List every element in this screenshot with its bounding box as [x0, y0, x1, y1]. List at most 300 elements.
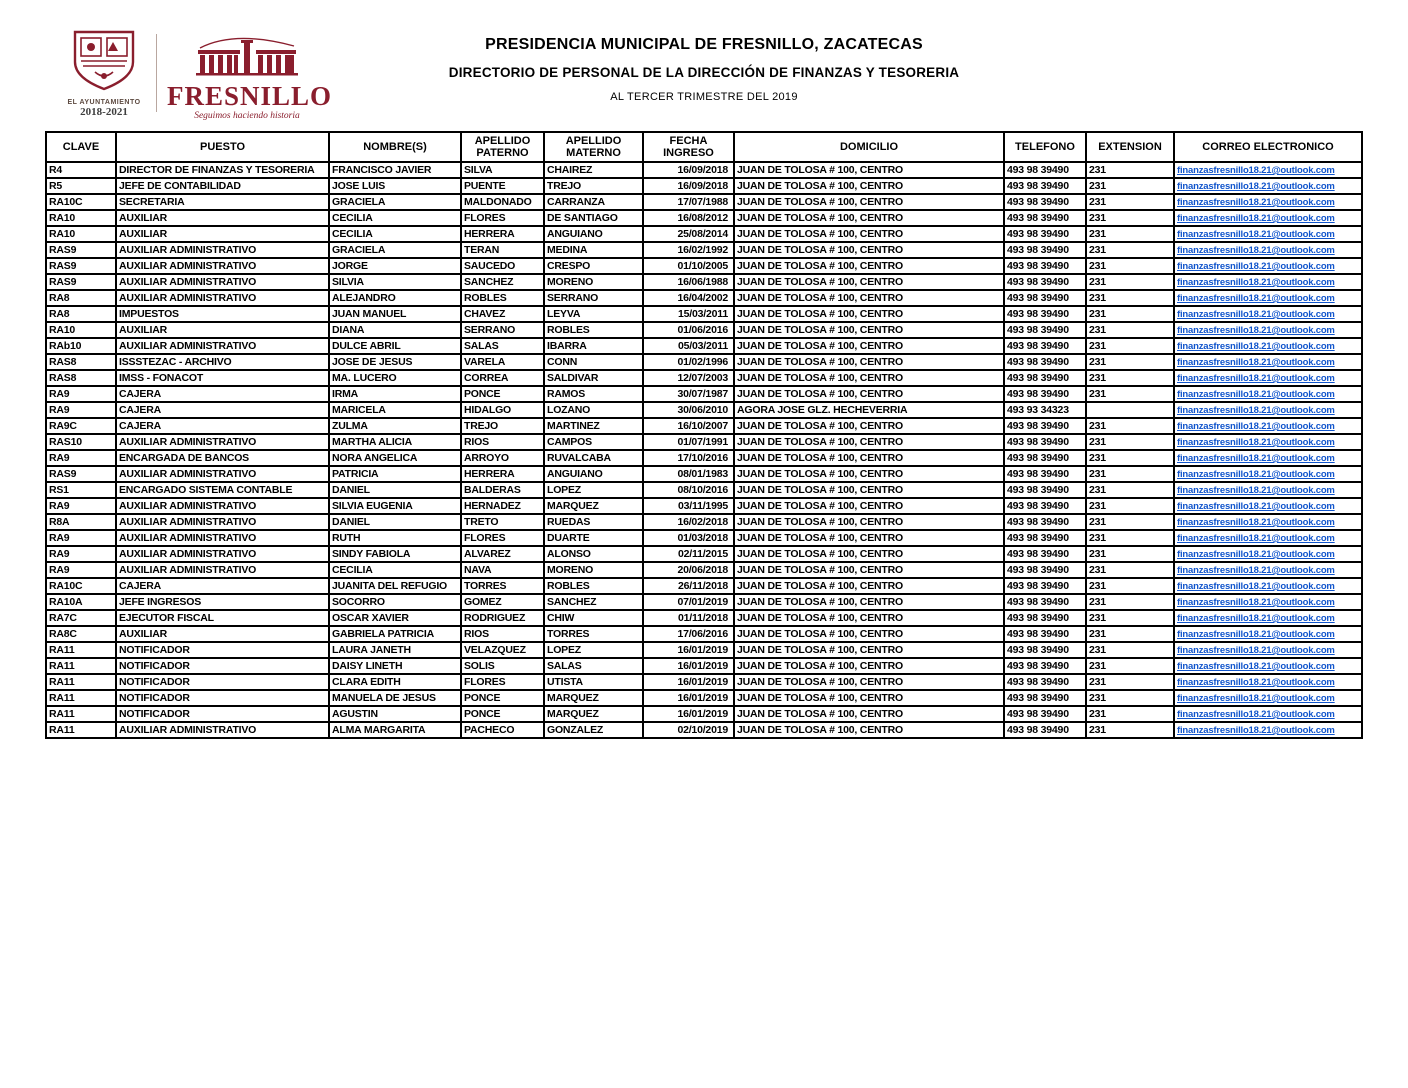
cell-extension: 231 — [1086, 338, 1174, 354]
cell-correo — [1174, 322, 1362, 338]
cell-apellido-materno: DUARTE — [544, 530, 643, 546]
cell-nombres: GABRIELA PATRICIA — [329, 626, 461, 642]
email-link[interactable]: finanzasfresnillo18.21@outlook.com — [1177, 469, 1335, 480]
cell-apellido-materno: CAMPOS — [544, 434, 643, 450]
cell-correo — [1174, 354, 1362, 370]
cell-clave: RA11 — [46, 642, 116, 658]
cell-domicilio: JUAN DE TOLOSA # 100, CENTRO — [734, 610, 1004, 626]
cell-telefono: 493 98 39490 — [1004, 450, 1086, 466]
cell-extension: 231 — [1086, 370, 1174, 386]
cell-fecha-ingreso: 08/10/2016 — [643, 482, 734, 498]
cell-apellido-paterno: FLORES — [461, 210, 544, 226]
cell-extension: 231 — [1086, 498, 1174, 514]
cell-extension: 231 — [1086, 578, 1174, 594]
cell-puesto: AUXILIAR ADMINISTRATIVO — [116, 258, 329, 274]
table-row — [46, 674, 1362, 690]
cell-apellido-materno: CRESPO — [544, 258, 643, 274]
cell-apellido-materno: DE SANTIAGO — [544, 210, 643, 226]
email-link[interactable]: finanzasfresnillo18.21@outlook.com — [1177, 421, 1335, 432]
cell-telefono: 493 98 39490 — [1004, 658, 1086, 674]
cell-extension: 231 — [1086, 722, 1174, 738]
cell-apellido-paterno: SANCHEZ — [461, 274, 544, 290]
cell-clave: RA9 — [46, 546, 116, 562]
cell-apellido-materno: SERRANO — [544, 290, 643, 306]
cell-domicilio: JUAN DE TOLOSA # 100, CENTRO — [734, 434, 1004, 450]
cell-apellido-paterno: ALVAREZ — [461, 546, 544, 562]
cell-fecha-ingreso: 02/11/2015 — [643, 546, 734, 562]
cell-telefono: 493 98 39490 — [1004, 466, 1086, 482]
cell-apellido-materno: MARQUEZ — [544, 690, 643, 706]
table-row — [46, 450, 1362, 466]
cell-extension — [1086, 402, 1174, 418]
cell-correo — [1174, 482, 1362, 498]
table-row — [46, 658, 1362, 674]
cell-clave: RAS8 — [46, 370, 116, 386]
cell-correo — [1174, 514, 1362, 530]
cell-fecha-ingreso: 30/06/2010 — [643, 402, 734, 418]
cell-correo — [1174, 258, 1362, 274]
cell-fecha-ingreso: 01/07/1991 — [643, 434, 734, 450]
email-link[interactable]: finanzasfresnillo18.21@outlook.com — [1177, 661, 1335, 672]
column-header-apellido-materno: APELLIDO MATERNO — [544, 132, 643, 162]
cell-nombres: CECILIA — [329, 210, 461, 226]
email-link[interactable]: finanzasfresnillo18.21@outlook.com — [1177, 245, 1335, 256]
cell-nombres: SOCORRO — [329, 594, 461, 610]
cell-puesto: NOTIFICADOR — [116, 690, 329, 706]
cell-fecha-ingreso: 30/07/1987 — [643, 386, 734, 402]
cell-domicilio: JUAN DE TOLOSA # 100, CENTRO — [734, 242, 1004, 258]
cell-apellido-paterno: NAVA — [461, 562, 544, 578]
cell-apellido-materno: MORENO — [544, 562, 643, 578]
cell-apellido-paterno: PONCE — [461, 690, 544, 706]
cell-domicilio: JUAN DE TOLOSA # 100, CENTRO — [734, 626, 1004, 642]
cell-puesto: AUXILIAR — [116, 210, 329, 226]
cell-extension: 231 — [1086, 322, 1174, 338]
cell-domicilio: JUAN DE TOLOSA # 100, CENTRO — [734, 338, 1004, 354]
cell-fecha-ingreso: 16/02/2018 — [643, 514, 734, 530]
cell-telefono: 493 98 39490 — [1004, 386, 1086, 402]
cell-fecha-ingreso: 16/01/2019 — [643, 690, 734, 706]
table-row — [46, 370, 1362, 386]
cell-correo — [1174, 210, 1362, 226]
email-link[interactable]: finanzasfresnillo18.21@outlook.com — [1177, 373, 1335, 384]
cell-puesto: AUXILIAR ADMINISTRATIVO — [116, 274, 329, 290]
cell-correo — [1174, 338, 1362, 354]
cell-apellido-paterno: PUENTE — [461, 178, 544, 194]
cell-apellido-paterno: TERAN — [461, 242, 544, 258]
table-row — [46, 242, 1362, 258]
column-header-puesto: PUESTO — [116, 132, 329, 162]
cell-domicilio: JUAN DE TOLOSA # 100, CENTRO — [734, 498, 1004, 514]
cell-fecha-ingreso: 16/09/2018 — [643, 162, 734, 178]
cell-fecha-ingreso: 17/10/2016 — [643, 450, 734, 466]
cell-domicilio: JUAN DE TOLOSA # 100, CENTRO — [734, 706, 1004, 722]
cell-puesto: NOTIFICADOR — [116, 706, 329, 722]
cell-clave: RA11 — [46, 658, 116, 674]
cell-puesto: SECRETARIA — [116, 194, 329, 210]
cell-correo — [1174, 546, 1362, 562]
cell-extension: 231 — [1086, 546, 1174, 562]
cell-extension: 231 — [1086, 434, 1174, 450]
cell-puesto: AUXILIAR ADMINISTRATIVO — [116, 434, 329, 450]
cell-apellido-paterno: RIOS — [461, 434, 544, 450]
cell-puesto: IMPUESTOS — [116, 306, 329, 322]
cell-domicilio: JUAN DE TOLOSA # 100, CENTRO — [734, 194, 1004, 210]
cell-telefono: 493 98 39490 — [1004, 610, 1086, 626]
email-link[interactable]: finanzasfresnillo18.21@outlook.com — [1177, 405, 1335, 416]
cell-clave: R8A — [46, 514, 116, 530]
cell-extension: 231 — [1086, 386, 1174, 402]
cell-domicilio: JUAN DE TOLOSA # 100, CENTRO — [734, 386, 1004, 402]
cell-fecha-ingreso: 16/02/1992 — [643, 242, 734, 258]
email-link[interactable]: finanzasfresnillo18.21@outlook.com — [1177, 533, 1335, 544]
cell-clave: RA10C — [46, 578, 116, 594]
cell-domicilio: JUAN DE TOLOSA # 100, CENTRO — [734, 658, 1004, 674]
cell-nombres: SILVIA EUGENIA — [329, 498, 461, 514]
cell-telefono: 493 93 34323 — [1004, 402, 1086, 418]
cell-domicilio: JUAN DE TOLOSA # 100, CENTRO — [734, 178, 1004, 194]
cell-telefono: 493 98 39490 — [1004, 194, 1086, 210]
cell-clave: RAS9 — [46, 242, 116, 258]
cell-puesto: IMSS - FONACOT — [116, 370, 329, 386]
cell-nombres: SINDY FABIOLA — [329, 546, 461, 562]
email-link[interactable]: finanzasfresnillo18.21@outlook.com — [1177, 677, 1335, 688]
column-header-fecha-ingreso: FECHA INGRESO — [643, 132, 734, 162]
cell-apellido-materno: MARQUEZ — [544, 706, 643, 722]
email-link[interactable]: finanzasfresnillo18.21@outlook.com — [1177, 645, 1335, 656]
cell-apellido-paterno: ROBLES — [461, 290, 544, 306]
email-link[interactable]: finanzasfresnillo18.21@outlook.com — [1177, 357, 1335, 368]
cell-apellido-materno: MEDINA — [544, 242, 643, 258]
cell-fecha-ingreso: 16/01/2019 — [643, 706, 734, 722]
cell-fecha-ingreso: 16/01/2019 — [643, 642, 734, 658]
column-header-correo: CORREO ELECTRONICO — [1174, 132, 1362, 162]
cell-puesto: AUXILIAR — [116, 226, 329, 242]
cell-puesto: AUXILIAR ADMINISTRATIVO — [116, 530, 329, 546]
cell-extension: 231 — [1086, 194, 1174, 210]
cell-domicilio: JUAN DE TOLOSA # 100, CENTRO — [734, 370, 1004, 386]
email-link[interactable]: finanzasfresnillo18.21@outlook.com — [1177, 629, 1335, 640]
table-row — [46, 274, 1362, 290]
cell-correo — [1174, 722, 1362, 738]
cell-clave: RAS9 — [46, 466, 116, 482]
cell-puesto: NOTIFICADOR — [116, 658, 329, 674]
cell-puesto: AUXILIAR ADMINISTRATIVO — [116, 498, 329, 514]
page-period: AL TERCER TRIMESTRE DEL 2019 — [610, 91, 798, 103]
cell-apellido-materno: MORENO — [544, 274, 643, 290]
cell-nombres: NORA ANGELICA — [329, 450, 461, 466]
cell-domicilio: JUAN DE TOLOSA # 100, CENTRO — [734, 258, 1004, 274]
cell-extension: 231 — [1086, 162, 1174, 178]
cell-telefono: 493 98 39490 — [1004, 706, 1086, 722]
cell-correo — [1174, 402, 1362, 418]
email-link[interactable]: finanzasfresnillo18.21@outlook.com — [1177, 725, 1335, 736]
cell-clave: RA11 — [46, 690, 116, 706]
email-link[interactable]: finanzasfresnillo18.21@outlook.com — [1177, 581, 1335, 592]
cell-correo — [1174, 194, 1362, 210]
cell-puesto: AUXILIAR ADMINISTRATIVO — [116, 562, 329, 578]
table-row — [46, 642, 1362, 658]
cell-telefono: 493 98 39490 — [1004, 642, 1086, 658]
ayuntamiento-years: 2018-2021 — [80, 106, 128, 118]
table-row — [46, 610, 1362, 626]
fresnillo-wordmark: FRESNILLO — [167, 81, 333, 111]
cell-apellido-materno: ANGUIANO — [544, 466, 643, 482]
table-row — [46, 402, 1362, 418]
cell-apellido-materno: ROBLES — [544, 322, 643, 338]
cell-telefono: 493 98 39490 — [1004, 210, 1086, 226]
cell-nombres: ZULMA — [329, 418, 461, 434]
cell-nombres: FRANCISCO JAVIER — [329, 162, 461, 178]
cell-nombres: DIANA — [329, 322, 461, 338]
cell-correo — [1174, 626, 1362, 642]
cell-puesto: AUXILIAR ADMINISTRATIVO — [116, 466, 329, 482]
cell-apellido-paterno: VELAZQUEZ — [461, 642, 544, 658]
cell-apellido-paterno: RODRIGUEZ — [461, 610, 544, 626]
cell-extension: 231 — [1086, 242, 1174, 258]
cell-apellido-materno: TORRES — [544, 626, 643, 642]
cell-correo — [1174, 178, 1362, 194]
cell-telefono: 493 98 39490 — [1004, 258, 1086, 274]
table-header-row — [46, 132, 1362, 162]
email-link[interactable]: finanzasfresnillo18.21@outlook.com — [1177, 181, 1335, 192]
cell-nombres: PATRICIA — [329, 466, 461, 482]
cell-apellido-paterno: HIDALGO — [461, 402, 544, 418]
email-link[interactable]: finanzasfresnillo18.21@outlook.com — [1177, 165, 1335, 176]
cell-apellido-materno: LOPEZ — [544, 642, 643, 658]
cell-fecha-ingreso: 17/07/1988 — [643, 194, 734, 210]
cell-extension: 231 — [1086, 210, 1174, 226]
cell-clave: RAS9 — [46, 258, 116, 274]
table-row — [46, 178, 1362, 194]
cell-fecha-ingreso: 02/10/2019 — [643, 722, 734, 738]
cell-extension: 231 — [1086, 354, 1174, 370]
ayuntamiento-label: EL AYUNTAMIENTO — [67, 99, 141, 106]
cell-telefono: 493 98 39490 — [1004, 306, 1086, 322]
email-link[interactable]: finanzasfresnillo18.21@outlook.com — [1177, 613, 1335, 624]
cell-apellido-paterno: TRETO — [461, 514, 544, 530]
cell-apellido-materno: MARQUEZ — [544, 498, 643, 514]
cell-apellido-paterno: HERRERA — [461, 466, 544, 482]
email-link[interactable]: finanzasfresnillo18.21@outlook.com — [1177, 501, 1335, 512]
table-row — [46, 210, 1362, 226]
cell-apellido-paterno: GOMEZ — [461, 594, 544, 610]
cell-nombres: GRACIELA — [329, 194, 461, 210]
table-row — [46, 194, 1362, 210]
email-link[interactable]: finanzasfresnillo18.21@outlook.com — [1177, 597, 1335, 608]
cell-nombres: CLARA EDITH — [329, 674, 461, 690]
email-link[interactable]: finanzasfresnillo18.21@outlook.com — [1177, 309, 1335, 320]
email-link[interactable]: finanzasfresnillo18.21@outlook.com — [1177, 213, 1335, 224]
cell-extension: 231 — [1086, 610, 1174, 626]
cell-apellido-materno: LOPEZ — [544, 482, 643, 498]
cell-nombres: SILVIA — [329, 274, 461, 290]
email-link[interactable]: finanzasfresnillo18.21@outlook.com — [1177, 453, 1335, 464]
column-header-apellido-paterno: APELLIDO PATERNO — [461, 132, 544, 162]
cell-apellido-materno: SALDIVAR — [544, 370, 643, 386]
cell-nombres: JOSE LUIS — [329, 178, 461, 194]
cell-extension: 231 — [1086, 658, 1174, 674]
cell-extension: 231 — [1086, 290, 1174, 306]
cell-nombres: DANIEL — [329, 514, 461, 530]
cell-domicilio: JUAN DE TOLOSA # 100, CENTRO — [734, 642, 1004, 658]
cell-apellido-paterno: CHAVEZ — [461, 306, 544, 322]
cell-extension: 231 — [1086, 514, 1174, 530]
cell-apellido-paterno: ARROYO — [461, 450, 544, 466]
cell-telefono: 493 98 39490 — [1004, 242, 1086, 258]
directory-table — [45, 131, 1363, 739]
cell-apellido-paterno: HERNADEZ — [461, 498, 544, 514]
cell-apellido-paterno: SERRANO — [461, 322, 544, 338]
email-link[interactable]: finanzasfresnillo18.21@outlook.com — [1177, 277, 1335, 288]
cell-domicilio: JUAN DE TOLOSA # 100, CENTRO — [734, 274, 1004, 290]
cell-puesto: ENCARGADO SISTEMA CONTABLE — [116, 482, 329, 498]
table-row — [46, 354, 1362, 370]
email-link[interactable]: finanzasfresnillo18.21@outlook.com — [1177, 437, 1335, 448]
cell-domicilio: JUAN DE TOLOSA # 100, CENTRO — [734, 226, 1004, 242]
cell-nombres: JUAN MANUEL — [329, 306, 461, 322]
cell-fecha-ingreso: 16/10/2007 — [643, 418, 734, 434]
cell-nombres: IRMA — [329, 386, 461, 402]
cell-apellido-paterno: FLORES — [461, 674, 544, 690]
cell-correo — [1174, 530, 1362, 546]
cell-fecha-ingreso: 01/03/2018 — [643, 530, 734, 546]
email-link[interactable]: finanzasfresnillo18.21@outlook.com — [1177, 565, 1335, 576]
cell-telefono: 493 98 39490 — [1004, 690, 1086, 706]
cell-telefono: 493 98 39490 — [1004, 290, 1086, 306]
cell-fecha-ingreso: 16/09/2018 — [643, 178, 734, 194]
column-header-extension: EXTENSION — [1086, 132, 1174, 162]
cell-fecha-ingreso: 03/11/1995 — [643, 498, 734, 514]
cell-correo — [1174, 658, 1362, 674]
cell-domicilio: JUAN DE TOLOSA # 100, CENTRO — [734, 306, 1004, 322]
column-header-domicilio: DOMICILIO — [734, 132, 1004, 162]
cell-telefono: 493 98 39490 — [1004, 722, 1086, 738]
email-link[interactable]: finanzasfresnillo18.21@outlook.com — [1177, 293, 1335, 304]
email-link[interactable]: finanzasfresnillo18.21@outlook.com — [1177, 325, 1335, 336]
email-link[interactable]: finanzasfresnillo18.21@outlook.com — [1177, 709, 1335, 720]
cell-fecha-ingreso: 07/01/2019 — [643, 594, 734, 610]
cell-apellido-paterno: PONCE — [461, 706, 544, 722]
cell-puesto: AUXILIAR ADMINISTRATIVO — [116, 722, 329, 738]
cell-telefono: 493 98 39490 — [1004, 370, 1086, 386]
cell-puesto: CAJERA — [116, 578, 329, 594]
cell-clave: RAS9 — [46, 274, 116, 290]
cell-domicilio: JUAN DE TOLOSA # 100, CENTRO — [734, 322, 1004, 338]
cell-telefono: 493 98 39490 — [1004, 434, 1086, 450]
cell-clave: RA8 — [46, 290, 116, 306]
email-link[interactable]: finanzasfresnillo18.21@outlook.com — [1177, 341, 1335, 352]
cell-puesto: AUXILIAR ADMINISTRATIVO — [116, 338, 329, 354]
email-link[interactable]: finanzasfresnillo18.21@outlook.com — [1177, 197, 1335, 208]
table-row — [46, 386, 1362, 402]
cell-domicilio: JUAN DE TOLOSA # 100, CENTRO — [734, 162, 1004, 178]
cell-fecha-ingreso: 16/04/2002 — [643, 290, 734, 306]
email-link[interactable]: finanzasfresnillo18.21@outlook.com — [1177, 389, 1335, 400]
cell-fecha-ingreso: 16/01/2019 — [643, 674, 734, 690]
cell-nombres: MANUELA DE JESUS — [329, 690, 461, 706]
cell-correo — [1174, 690, 1362, 706]
cell-correo — [1174, 162, 1362, 178]
cell-nombres: DAISY LINETH — [329, 658, 461, 674]
email-link[interactable]: finanzasfresnillo18.21@outlook.com — [1177, 485, 1335, 496]
cell-puesto: AUXILIAR ADMINISTRATIVO — [116, 242, 329, 258]
email-link[interactable]: finanzasfresnillo18.21@outlook.com — [1177, 229, 1335, 240]
table-row — [46, 322, 1362, 338]
cell-nombres: DULCE ABRIL — [329, 338, 461, 354]
cell-domicilio: JUAN DE TOLOSA # 100, CENTRO — [734, 594, 1004, 610]
column-header-nombres: NOMBRE(S) — [329, 132, 461, 162]
cell-nombres: ALMA MARGARITA — [329, 722, 461, 738]
cell-puesto: JEFE DE CONTABILIDAD — [116, 178, 329, 194]
cell-apellido-paterno: BALDERAS — [461, 482, 544, 498]
table-row — [46, 162, 1362, 178]
page-title: PRESIDENCIA MUNICIPAL DE FRESNILLO, ZACATECAS — [485, 36, 923, 53]
cell-extension: 231 — [1086, 530, 1174, 546]
cell-clave: RAb10 — [46, 338, 116, 354]
cell-correo — [1174, 642, 1362, 658]
cell-telefono: 493 98 39490 — [1004, 322, 1086, 338]
cell-apellido-materno: LOZANO — [544, 402, 643, 418]
cell-apellido-materno: CHIW — [544, 610, 643, 626]
email-link[interactable]: finanzasfresnillo18.21@outlook.com — [1177, 693, 1335, 704]
email-link[interactable]: finanzasfresnillo18.21@outlook.com — [1177, 549, 1335, 560]
cell-extension: 231 — [1086, 674, 1174, 690]
cell-domicilio: JUAN DE TOLOSA # 100, CENTRO — [734, 722, 1004, 738]
cell-extension: 231 — [1086, 594, 1174, 610]
email-link[interactable]: finanzasfresnillo18.21@outlook.com — [1177, 517, 1335, 528]
cell-telefono: 493 98 39490 — [1004, 178, 1086, 194]
cell-puesto: ISSSTEZAC - ARCHIVO — [116, 354, 329, 370]
cell-apellido-materno: CONN — [544, 354, 643, 370]
cell-fecha-ingreso: 01/06/2016 — [643, 322, 734, 338]
cell-puesto: CAJERA — [116, 386, 329, 402]
table-row — [46, 594, 1362, 610]
cell-clave: RAS10 — [46, 434, 116, 450]
cell-fecha-ingreso: 16/06/1988 — [643, 274, 734, 290]
cell-clave: RA9 — [46, 450, 116, 466]
cell-telefono: 493 98 39490 — [1004, 274, 1086, 290]
cell-correo — [1174, 450, 1362, 466]
cell-fecha-ingreso: 25/08/2014 — [643, 226, 734, 242]
cell-correo — [1174, 674, 1362, 690]
cell-puesto: ENCARGADA DE BANCOS — [116, 450, 329, 466]
cell-domicilio: JUAN DE TOLOSA # 100, CENTRO — [734, 546, 1004, 562]
cell-apellido-paterno: TREJO — [461, 418, 544, 434]
column-header-telefono: TELEFONO — [1004, 132, 1086, 162]
cell-clave: RA10 — [46, 226, 116, 242]
cell-domicilio: JUAN DE TOLOSA # 100, CENTRO — [734, 514, 1004, 530]
cell-puesto: AUXILIAR — [116, 626, 329, 642]
cell-nombres: CECILIA — [329, 226, 461, 242]
cell-fecha-ingreso: 01/10/2005 — [643, 258, 734, 274]
cell-apellido-materno: CHAIREZ — [544, 162, 643, 178]
cell-apellido-materno: RAMOS — [544, 386, 643, 402]
cell-apellido-materno: ROBLES — [544, 578, 643, 594]
cell-telefono: 493 98 39490 — [1004, 674, 1086, 690]
cell-puesto: AUXILIAR — [116, 322, 329, 338]
cell-telefono: 493 98 39490 — [1004, 354, 1086, 370]
cell-nombres: LAURA JANETH — [329, 642, 461, 658]
cell-clave: R5 — [46, 178, 116, 194]
cell-clave: RA11 — [46, 722, 116, 738]
table-row — [46, 226, 1362, 242]
cell-domicilio: JUAN DE TOLOSA # 100, CENTRO — [734, 418, 1004, 434]
cell-extension: 231 — [1086, 418, 1174, 434]
cell-extension: 231 — [1086, 258, 1174, 274]
email-link[interactable]: finanzasfresnillo18.21@outlook.com — [1177, 261, 1335, 272]
table-row — [46, 434, 1362, 450]
